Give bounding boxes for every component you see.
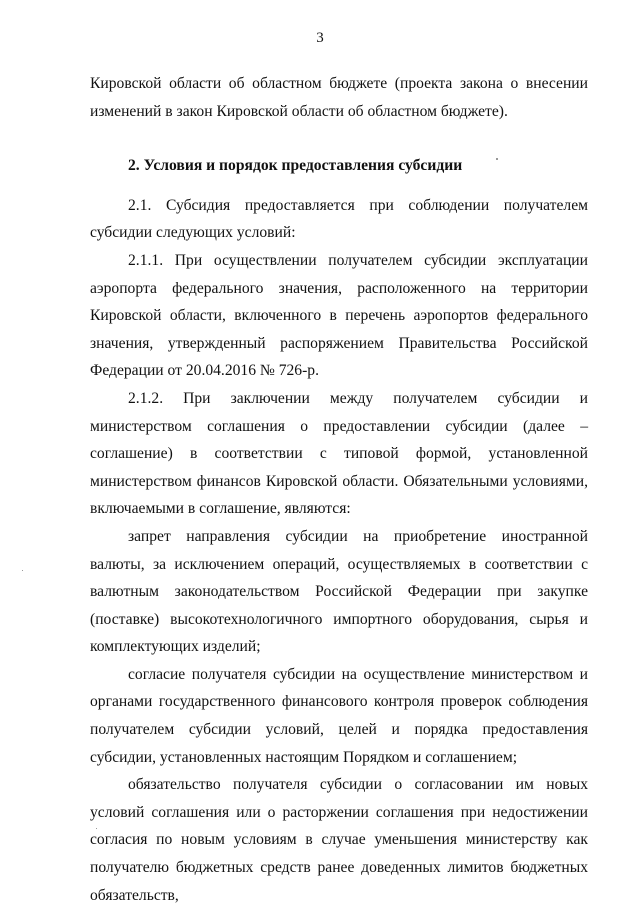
paragraph-consent: согласие получателя субсидии на осуществление министерством и органами государственного финансового контроля проверок соблюдения получателем субсидии условий, целей и порядка предоставления субсидии, установленных настоящим Порядком и соглашением; <box>90 665 588 766</box>
page-number: 3 <box>316 30 324 46</box>
scan-speck <box>496 158 498 160</box>
paragraph-continued: Кировской области об областном бюджете (проекта закона о внесении изменений в закон Кировской области об областном бюджете). <box>90 75 588 120</box>
paragraph-2-1-2: 2.1.2. При заключении между получателем субсидии и министерством соглашения о предоставлении субсидии (далее – соглашение) в соответствии с типовой формой, установленной министерством финансов Кировской области. Обязательными условиями, включаемыми в соглашение, являются: <box>90 389 588 518</box>
section-heading: 2. Условия и порядок предоставления субсидии <box>128 157 463 175</box>
paragraph-currency-ban: запрет направления субсидии на приобретение иностранной валюты, за исключением операций, осуществляемых в соответствии с валютным законодательством Российской Федерации при закупке (поставке) высокотехнологичного импортного оборудования, сырья и комплектующих изделий; <box>90 527 588 656</box>
document-body <box>90 70 588 909</box>
paragraph-2-1: 2.1. Субсидия предоставляется при соблюдении получателем субсидии следующих условий: <box>90 196 588 242</box>
paragraph-2-1-1: 2.1.1. При осуществлении получателем субсидии эксплуатации аэропорта федерального значения, расположенного на территории Кировской области, включенного в перечень аэропортов федерального значения, утвержденный распоряжением Правительства Российской Федерации от 20.04.2016 № 726-р. <box>90 251 588 380</box>
paragraph-obligation: обязательство получателя субсидии о согласовании им новых условий соглашения или о расторжении соглашения при недостижении согласия по новым условиям в случае уменьшения министерству как получателю бюджетных средств ранее доведенных лимитов бюджетных обязательств, <box>90 776 588 904</box>
scan-speck <box>22 570 23 571</box>
scan-speck <box>96 828 97 829</box>
